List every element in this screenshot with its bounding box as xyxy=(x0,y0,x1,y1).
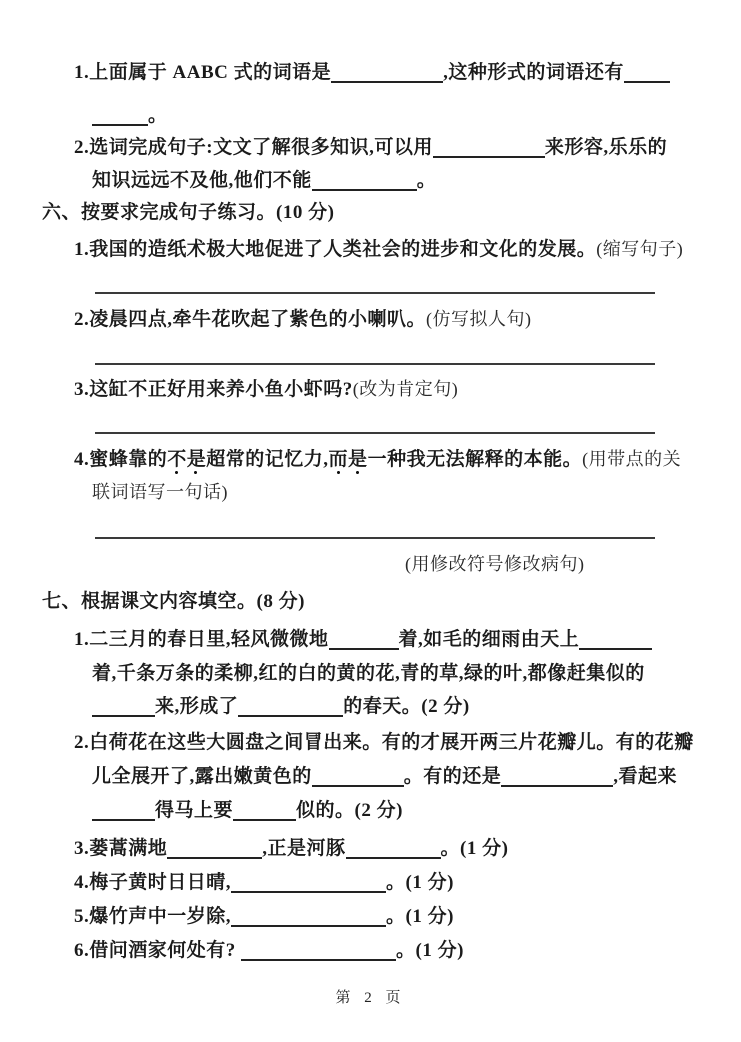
q6-5-note xyxy=(405,551,585,578)
page-number: 第 2 页 xyxy=(335,990,406,1006)
answer-blank[interactable] xyxy=(238,697,343,717)
question-text: ,这种形式的词语还有 xyxy=(443,62,624,83)
question-text: 超常的记忆力, xyxy=(206,449,329,470)
question-text: 着,如毛的细雨由天上 xyxy=(398,629,580,650)
question-hint: (用带点的关 xyxy=(582,449,682,469)
q6-2-line xyxy=(74,306,532,333)
answer-blank[interactable] xyxy=(92,697,155,717)
question-text: 2.凌晨四点,牵牛花吹起了紫色的小喇叭。 xyxy=(74,309,427,330)
section-title-text: 七、根据课文内容填空。(8 分) xyxy=(42,591,305,612)
q7-2-line1 xyxy=(74,730,694,756)
q5-1-line1 xyxy=(74,60,670,86)
question-text: 4.蜜蜂靠的 xyxy=(74,449,168,470)
q7-6-line xyxy=(74,938,464,964)
question-text: 4.梅子黄时日日晴, xyxy=(74,872,232,893)
answer-blank[interactable] xyxy=(312,767,404,787)
q7-5-line xyxy=(74,904,454,930)
section-title-text: 六、按要求完成句子练习。(10 分) xyxy=(42,202,335,223)
question-text: 的春天。(2 分) xyxy=(343,696,470,717)
question-hint: (缩写句子) xyxy=(596,239,684,259)
question-text: 2.选词完成句子:文文了解很多知识,可以用 xyxy=(74,137,433,158)
q5-1-line2 xyxy=(92,103,168,129)
question-hint: (用修改符号修改病句) xyxy=(405,554,585,574)
answer-line[interactable] xyxy=(95,292,655,294)
answer-blank[interactable] xyxy=(331,63,443,83)
answer-blank[interactable] xyxy=(346,839,441,859)
question-text: 3.这缸不正好用来养小鱼小虾吗? xyxy=(74,379,353,400)
question-hint: (仿写拟人句) xyxy=(426,309,532,329)
q7-1-line1 xyxy=(74,627,652,653)
question-text: 知识远远不及他,他们不能 xyxy=(92,170,312,191)
q7-3-line xyxy=(74,836,508,862)
question-text: 1.二三月的春日里,轻风微微地 xyxy=(74,629,329,650)
question-text: 得马上要 xyxy=(155,800,234,821)
question-text: 1.上面属于 AABC 式的词语是 xyxy=(74,62,332,83)
question-text: 着,千条万条的柔柳,红的白的黄的花,青的草,绿的叶,都像赶集似的 xyxy=(92,663,645,684)
question-text: 似的。(2 分) xyxy=(296,800,403,821)
answer-blank[interactable] xyxy=(329,630,399,650)
question-hint: 联词语写一句话) xyxy=(92,482,228,502)
answer-blank[interactable] xyxy=(501,767,613,787)
emphasized-text: 不是 xyxy=(167,449,206,475)
question-text: 。(1 分) xyxy=(386,872,454,893)
answer-blank[interactable] xyxy=(92,801,155,821)
answer-blank[interactable] xyxy=(233,801,296,821)
answer-line[interactable] xyxy=(95,537,655,539)
question-text: 。 xyxy=(148,105,168,126)
question-text: 。(1 分) xyxy=(440,838,509,859)
q7-1-line3 xyxy=(92,694,470,720)
answer-blank[interactable] xyxy=(92,106,148,126)
answer-blank[interactable] xyxy=(231,873,386,893)
section6-title xyxy=(42,200,334,226)
answer-blank[interactable] xyxy=(231,907,386,927)
q7-1-line2 xyxy=(92,661,645,687)
question-text: 来形容,乐乐的 xyxy=(544,137,668,158)
answer-blank[interactable] xyxy=(624,63,670,83)
answer-line[interactable] xyxy=(95,363,655,365)
question-hint: (改为肯定句) xyxy=(352,379,459,399)
q6-4-line1 xyxy=(74,446,681,473)
question-text: 来,形成了 xyxy=(155,696,239,717)
question-text: 。 xyxy=(416,170,437,191)
q6-1-line xyxy=(74,236,683,263)
answer-line[interactable] xyxy=(95,432,655,434)
section7-title xyxy=(42,589,305,615)
answer-blank[interactable] xyxy=(579,630,652,650)
q5-2-line1 xyxy=(74,135,667,161)
q7-2-line2 xyxy=(92,764,677,790)
emphasized-text: 而是 xyxy=(329,449,368,475)
q5-2-line2 xyxy=(92,168,436,194)
answer-blank[interactable] xyxy=(167,839,262,859)
question-text: 5.爆竹声中一岁除, xyxy=(74,906,232,927)
answer-blank[interactable] xyxy=(433,138,545,158)
question-text: 。(1 分) xyxy=(386,906,454,927)
question-text: ,正是河豚 xyxy=(262,838,346,859)
question-text: 2.白荷花在这些大圆盘之间冒出来。有的才展开两三片花瓣儿。有的花瓣 xyxy=(74,732,694,753)
question-text: 6.借问酒家何处有? xyxy=(74,940,242,961)
q6-4-line2 xyxy=(92,479,228,506)
q7-2-line3 xyxy=(92,798,403,824)
question-text: 儿全展开了,露出嫩黄色的 xyxy=(92,766,312,787)
q6-3-line xyxy=(74,376,458,403)
question-text: ,看起来 xyxy=(613,766,678,787)
answer-blank[interactable] xyxy=(241,941,396,961)
question-text: 3.蒌蒿满地 xyxy=(74,838,168,859)
answer-blank[interactable] xyxy=(312,171,417,191)
question-text: 一种我无法解释的本能。 xyxy=(367,449,583,470)
question-text: 。(1 分) xyxy=(396,940,464,961)
question-text: 1.我国的造纸术极大地促进了人类社会的进步和文化的发展。 xyxy=(74,239,597,260)
question-text: 。有的还是 xyxy=(403,766,502,787)
q7-4-line xyxy=(74,870,454,896)
